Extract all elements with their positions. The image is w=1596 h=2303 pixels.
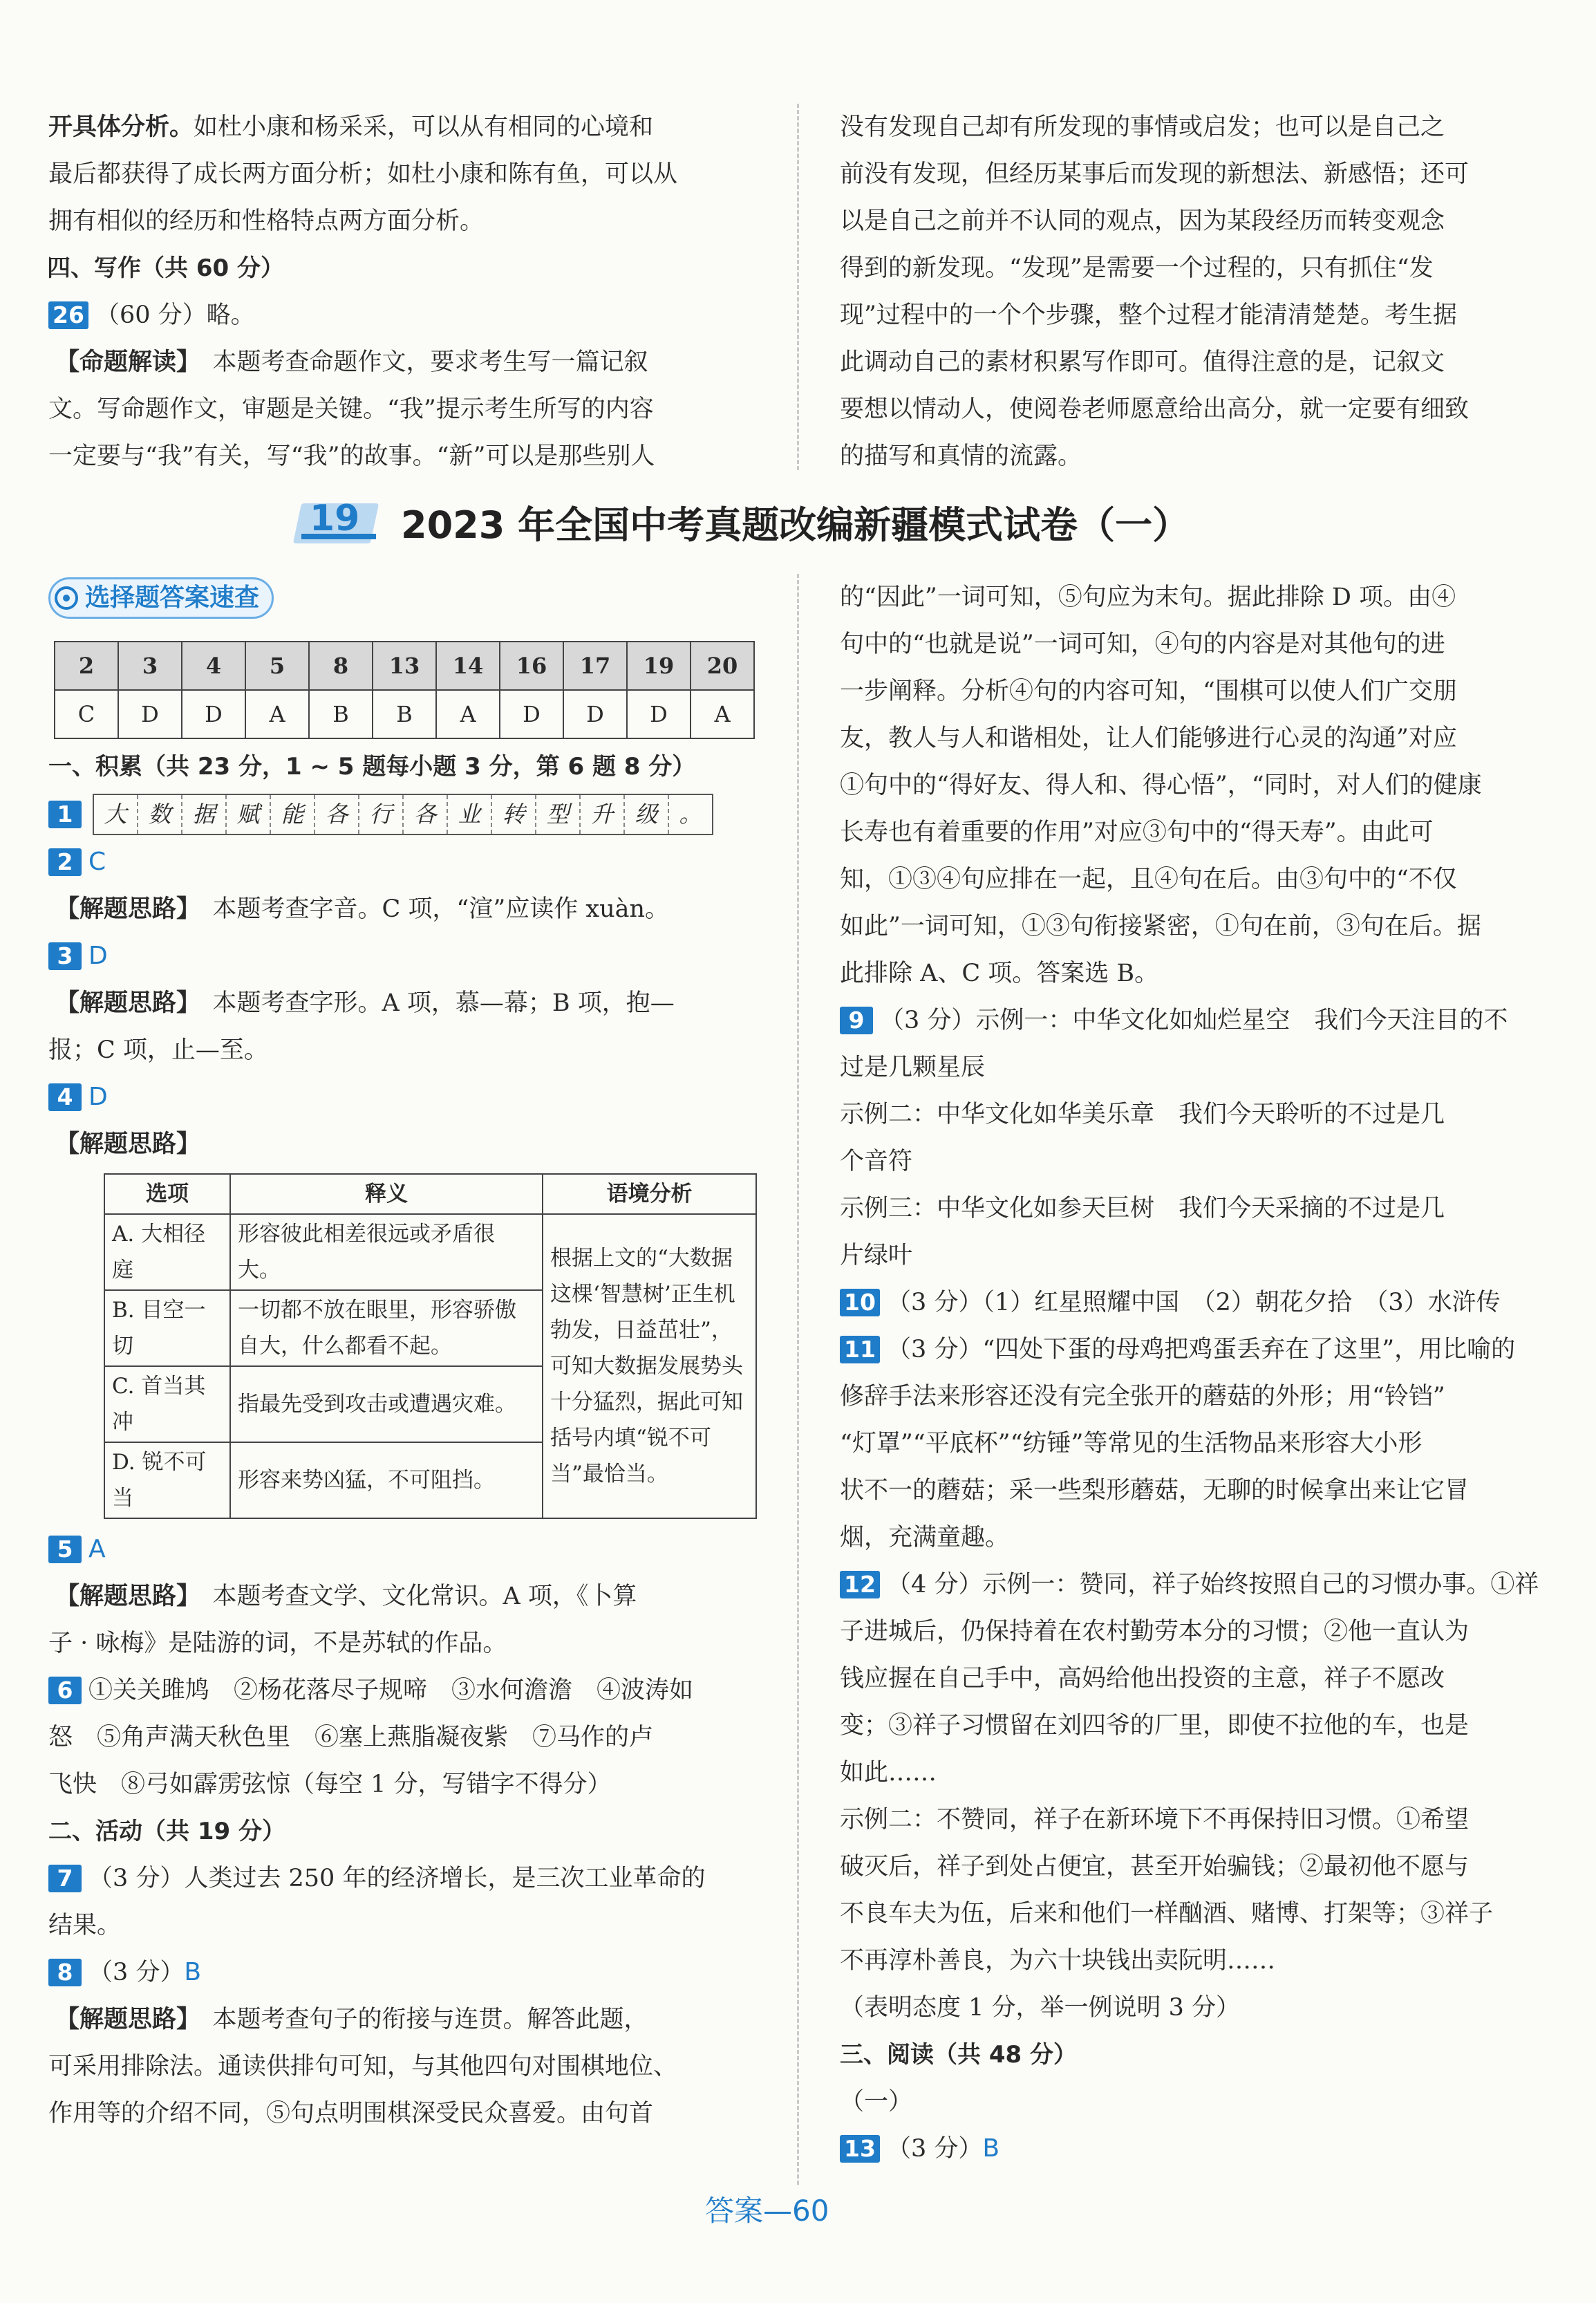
bold-lead: 开具体分析。 <box>48 113 194 141</box>
text-line: 此排除 A、C 项。答案选 B。 <box>840 960 1159 987</box>
section-heading: 三、阅读（共 48 分） <box>840 2041 1077 2069</box>
text-line: 现”过程中的一个个步骤，整个过程才能清清楚楚。考生据 <box>840 301 1457 329</box>
question-number: 10 <box>840 1289 880 1316</box>
score: （3 分） <box>88 1959 185 1986</box>
text-line: （3 分）（1）红星照耀中国 （2）朝花夕拾 （3）水浒传 <box>886 1289 1501 1316</box>
quick-answer-icon <box>55 586 78 610</box>
quick-question-number: 13 <box>373 642 436 690</box>
text-line: 作用等的介绍不同，⑤句点明围棋深受民众喜爱。由句首 <box>48 2100 654 2127</box>
subsection-heading: （一） <box>840 2088 913 2116</box>
quick-question-number: 14 <box>436 642 500 690</box>
text-line: 此调动自己的素材积累写作即可。值得注意的是，记叙文 <box>840 348 1445 376</box>
text-line: 示例二：不赞同，祥子在新环境下不再保持旧习惯。①希望 <box>840 1806 1470 1834</box>
text-line: 文。写命题作文，审题是关键。“我”提示考生所写的内容 <box>48 395 654 423</box>
text-line: 如杜小康和杨采采，可以从有相同的心境和 <box>194 113 654 141</box>
text-line: 前没有发现，但经历某事后而发现的新想法、新感悟；还可 <box>840 160 1470 188</box>
paper-title <box>297 494 1190 550</box>
text-line: 本题考查字形。A 项，慕—幕；B 项，抱— <box>212 989 675 1017</box>
table-cell: 形容彼此相差很远或矛盾很大。 <box>230 1214 543 1290</box>
grid-char: 各 <box>404 795 448 834</box>
quick-answer-cell: B <box>309 690 373 738</box>
text-line: 句中的“也就是说”一词可知，④句的内容是对其他句的进 <box>840 631 1445 658</box>
column-divider-bottom <box>797 574 799 2185</box>
text-line: 一定要与“我”有关，写“我”的故事。“新”可以是那些别人 <box>48 442 655 470</box>
quick-question-number: 4 <box>182 642 245 690</box>
question-number: 13 <box>840 2135 880 2163</box>
quick-answer-cell: D <box>627 690 691 738</box>
right-column <box>840 574 1559 2172</box>
section-heading: 二、活动（共 19 分） <box>48 1818 285 1845</box>
text-line: 变；③祥子习惯留在刘四爷的厂里，即使不拉他的车，也是 <box>840 1712 1470 1740</box>
answer: B <box>982 2134 1000 2163</box>
text-line: 友，教人与人和谐相处，让人们能够进行心灵的沟通”对应 <box>840 725 1457 752</box>
grid-char: 升 <box>581 795 625 834</box>
analysis-tag: 【解题思路】 <box>55 1583 189 1610</box>
analysis-tag: 【命题解读】 <box>55 348 189 376</box>
table-cell: 根据上文的“大数据这棵‘智慧树’正生机勃发，日益茁壮”，可知大数据发展势头十分猛烈，据此可知括号内填“锐不可当”最恰当。 <box>543 1214 756 1518</box>
question-number: 4 <box>48 1083 82 1111</box>
text-line: 子进城后，仍保持着在农村勤劳本分的习惯；②他一直认为 <box>840 1618 1470 1645</box>
table-cell: C. 首当其冲 <box>104 1366 230 1442</box>
text-line: 最后都获得了成长两方面分析；如杜小康和陈有鱼，可以从 <box>48 160 678 188</box>
text-line: 本题考查句子的衔接与连贯。解答此题， <box>212 2006 648 2033</box>
text-line: ①关关雎鸠 ②杨花落尽子规啼 ③水何澹澹 ④波涛如 <box>88 1677 694 1704</box>
table-cell: A. 大相径庭 <box>104 1214 230 1290</box>
table-cell: 指最先受到攻击或遭遇灾难。 <box>230 1366 543 1442</box>
text-line: 怒 ⑤角声满天秋色里 ⑥塞上燕脂凝夜紫 ⑦马作的卢 <box>48 1724 654 1751</box>
quick-question-number: 2 <box>55 642 118 690</box>
text-line: ①句中的“得好友、得人和、得心悟”，“同时，对人们的健康 <box>840 772 1482 799</box>
quick-question-number: 8 <box>309 642 373 690</box>
text-line: 拥有相似的经历和性格特点两方面分析。 <box>48 207 485 235</box>
question-number: 3 <box>48 942 82 970</box>
text-line: 修辞手法来形容还没有完全张开的蘑菇的外形；用“铃铛” <box>840 1383 1445 1410</box>
text-line: 飞快 ⑧弓如霹雳弦惊（每空 1 分，写错字不得分） <box>48 1771 612 1798</box>
text-line: 要想以情动人，使阅卷老师愿意给出高分，就一定要有细致 <box>840 395 1470 423</box>
text-line: （4 分）示例一：赞同，祥子始终按照自己的习惯办事。①祥 <box>886 1571 1539 1598</box>
page-number: 答案—60 <box>705 2194 829 2228</box>
question-number: 7 <box>48 1865 82 1892</box>
answer: D <box>88 1083 108 1111</box>
quick-answer-cell: A <box>245 690 309 738</box>
text-line: 报；C 项，止—至。 <box>48 1036 268 1064</box>
grid-char: 据 <box>182 795 227 834</box>
quick-answer-cell: A <box>436 690 500 738</box>
table-header: 语境分析 <box>543 1174 756 1214</box>
quick-question-number: 19 <box>627 642 691 690</box>
text-line: 本题考查命题作文，要求考生写一篇记叙 <box>212 348 648 376</box>
text-line: （3 分）人类过去 250 年的经济增长，是三次工业革命的 <box>88 1865 706 1892</box>
text-line: 烟，充满童趣。 <box>840 1524 1010 1551</box>
score: （3 分） <box>886 2135 983 2163</box>
text-line: 个音符 <box>840 1148 913 1175</box>
question-number: 1 <box>48 801 82 828</box>
table-header: 选项 <box>104 1174 230 1214</box>
question-number: 2 <box>48 848 82 876</box>
table-cell: B. 目空一切 <box>104 1290 230 1366</box>
text-line: 本题考查字音。C 项，“渲”应读作 xuàn。 <box>212 895 670 923</box>
text-line: 可采用排除法。通读供排句可知，与其他四句对围棋地位、 <box>48 2053 678 2080</box>
answer: A <box>88 1535 106 1563</box>
text-line: 过是几颗星辰 <box>840 1054 986 1081</box>
analysis-tag: 【解题思路】 <box>55 2006 189 2033</box>
question-number: 12 <box>840 1571 880 1598</box>
quick-answer-cell: B <box>373 690 436 738</box>
paper-number-badge: 19 <box>297 498 380 546</box>
question-text: （60 分）略。 <box>95 301 255 329</box>
grid-char: 能 <box>271 795 315 834</box>
quick-answer-cell: D <box>563 690 627 738</box>
quick-answer-cell: C <box>55 690 118 738</box>
question-number: 8 <box>48 1959 82 1986</box>
text-line: 长寿也有着重要的作用”对应③句中的“得天寿”。由此可 <box>840 819 1434 846</box>
quick-answer-table <box>54 641 755 739</box>
grid-char: 数 <box>138 795 182 834</box>
quick-answer-label: 选择题答案速查 <box>48 577 274 619</box>
analysis-tag: 【解题思路】 <box>55 895 189 923</box>
answer: B <box>184 1958 202 1986</box>
text-line: 一步阐释。分析④句的内容可知，“围棋可以使人们广交朋 <box>840 678 1457 705</box>
paper-title-text: 2023 年全国中考真题改编新疆模式试卷（一） <box>401 503 1190 547</box>
text-line: 本题考查文学、文化常识。A 项，《卜算 <box>212 1583 637 1610</box>
text-line: 知，①③④句应排在一起，且④句在后。由③句中的“不仅 <box>840 866 1457 893</box>
grid-char: 。 <box>679 801 702 828</box>
text-line: （表明态度 1 分，举一例说明 3 分） <box>840 1994 1241 2022</box>
top-right-column <box>840 104 1559 480</box>
text-line: 的描写和真情的流露。 <box>840 442 1082 470</box>
quick-answer-cell: D <box>182 690 245 738</box>
question-number: 6 <box>48 1677 82 1704</box>
text-line: 不再淳朴善良，为六十块钱出卖阮明…… <box>840 1947 1276 1975</box>
analysis-tag: 【解题思路】 <box>55 989 189 1017</box>
grid-char: 转 <box>492 795 536 834</box>
page-footer <box>705 2188 829 2230</box>
grid-char: 业 <box>448 795 492 834</box>
quick-answer-cell: D <box>500 690 563 738</box>
dictation-grid <box>93 794 713 835</box>
grid-char: 大 <box>94 795 138 834</box>
quick-question-number: 17 <box>563 642 627 690</box>
quick-answer-cell: A <box>691 690 754 738</box>
text-line: 片绿叶 <box>840 1242 913 1269</box>
column-divider-top <box>797 104 799 470</box>
text-line: （3 分）“四处下蛋的母鸡把鸡蛋丢弃在了这里”，用比喻的 <box>886 1336 1516 1363</box>
text-line: 结果。 <box>48 1912 122 1939</box>
text-line: 没有发现自己却有所发现的事情或启发；也可以是自己之 <box>840 113 1445 141</box>
text-line: 子 · 咏梅》是陆游的词，不是苏轼的作品。 <box>48 1630 507 1657</box>
grid-char: 型 <box>536 795 581 834</box>
analysis-tag: 【解题思路】 <box>55 1130 201 1158</box>
answer: D <box>88 942 108 970</box>
quick-question-number: 20 <box>691 642 754 690</box>
question-number: 26 <box>48 301 88 329</box>
table-cell: D. 锐不可当 <box>104 1442 230 1518</box>
quick-answer-cell: D <box>118 690 182 738</box>
quick-question-number: 3 <box>118 642 182 690</box>
table-cell: 一切都不放在眼里，形容骄傲自大，什么都看不起。 <box>230 1290 543 1366</box>
text-line: 的“因此”一词可知，⑤句应为末句。据此排除 D 项。由④ <box>840 584 1456 611</box>
text-line: 状不一的蘑菇；采一些梨形蘑菇，无聊的时候拿出来让它冒 <box>840 1477 1470 1504</box>
text-line: 示例二：中华文化如华美乐章 我们今天聆听的不过是几 <box>840 1101 1445 1128</box>
text-line: 得到的新发现。“发现”是需要一个过程的，只有抓住“发 <box>840 254 1434 282</box>
text-line: 如此”一词可知，①③句衔接紧密，①句在前，③句在后。据 <box>840 913 1481 940</box>
text-line: 不良车夫为伍，后来和他们一样酗酒、赌博、打架等；③祥子 <box>840 1900 1494 1928</box>
quick-question-number: 5 <box>245 642 309 690</box>
grid-char: 赋 <box>227 795 271 834</box>
grid-char: 各 <box>315 795 359 834</box>
table-cell: 形容来势凶猛，不可阻挡。 <box>230 1442 543 1518</box>
answer: C <box>88 848 106 876</box>
table-header: 释义 <box>230 1174 543 1214</box>
question-number: 11 <box>840 1336 880 1363</box>
text-line: 如此…… <box>840 1759 937 1787</box>
text-line: 钱应握在自己手中，高妈给他出投资的主意，祥子不愿改 <box>840 1665 1445 1693</box>
text-line: 以是自己之前并不认同的观点，因为某段经历而转变观念 <box>840 207 1445 235</box>
grid-char: 行 <box>359 795 404 834</box>
text-line: “灯罩”“平底杯”“纺锤”等常见的生活物品来形容大小形 <box>840 1430 1423 1457</box>
question-number: 9 <box>840 1007 873 1034</box>
question-number: 5 <box>48 1536 82 1563</box>
section-heading: 一、积累（共 23 分，1 ~ 5 题每小题 3 分，第 6 题 8 分） <box>48 753 696 781</box>
quick-question-number: 16 <box>500 642 563 690</box>
section-heading: 四、写作（共 60 分） <box>47 254 284 282</box>
left-column <box>48 577 760 2137</box>
text-line: （3 分）示例一：中华文化如灿烂星空 我们今天注目的不 <box>880 1007 1508 1034</box>
top-left-column <box>48 104 760 480</box>
text-line: 破灭后，祥子到处占便宜，甚至开始骗钱；②最初他不愿与 <box>840 1853 1470 1881</box>
grid-char: 级 <box>625 795 669 834</box>
idiom-meaning-table <box>104 1173 757 1519</box>
text-line: 示例三：中华文化如参天巨树 我们今天采摘的不过是几 <box>840 1195 1445 1222</box>
